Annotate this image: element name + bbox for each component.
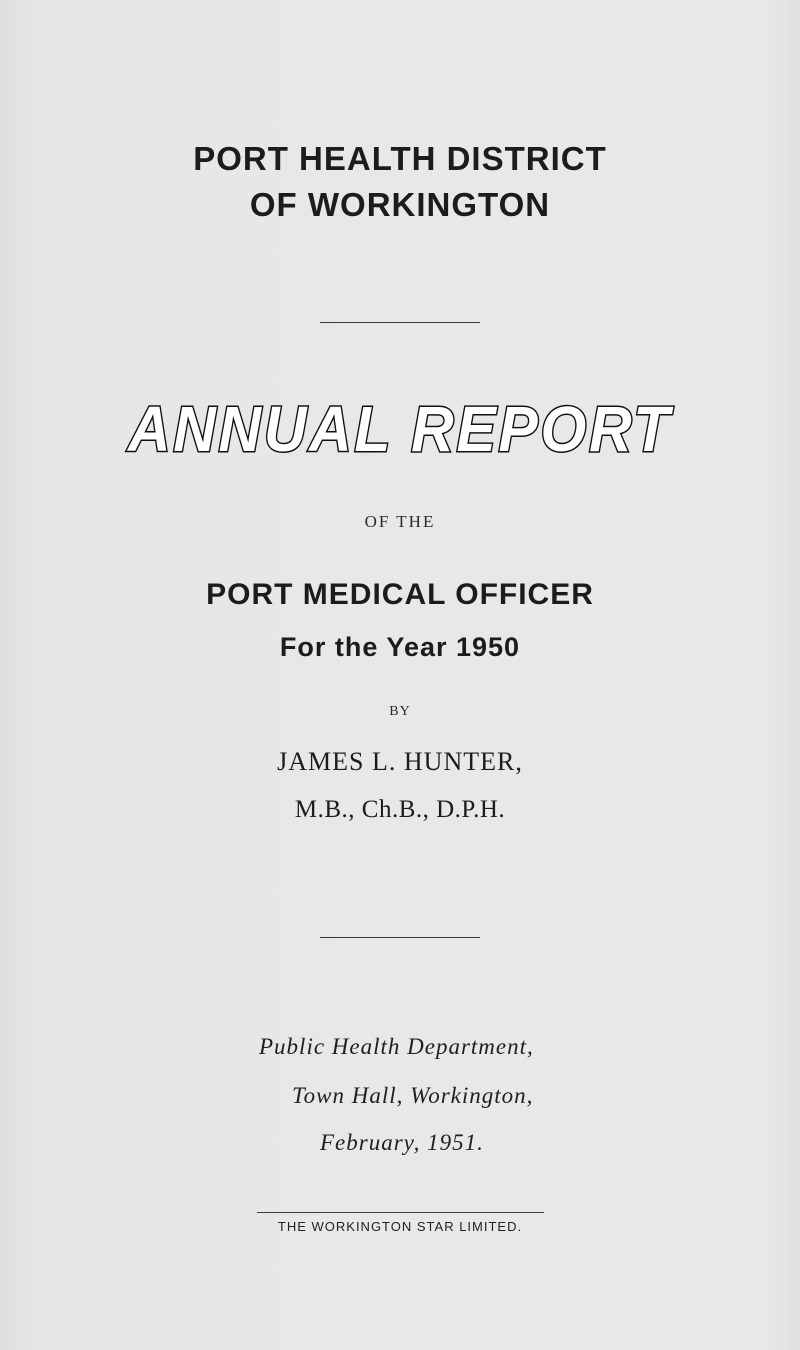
address-line1: Public Health Department, [259, 1034, 534, 1059]
report-year: For the Year 1950 [279, 632, 521, 662]
by-label: BY [389, 704, 411, 719]
author-qualifications: M.B., Ch.B., D.P.H. [294, 796, 506, 823]
district-heading-line2: OF WORKINGTON [249, 186, 551, 223]
author-name: JAMES L. HUNTER, [277, 747, 523, 776]
divider-top [320, 322, 480, 323]
port-medical-officer: PORT MEDICAL OFFICER [206, 578, 594, 611]
of-the-label: OF THE [364, 512, 436, 531]
address-line2: Town Hall, Workington, [292, 1083, 534, 1108]
district-heading-line1: PORT HEALTH DISTRICT [193, 140, 607, 177]
printer-imprint: THE WORKINGTON STAR LIMITED. [277, 1219, 523, 1234]
divider-bottom [257, 1212, 544, 1213]
divider-middle [320, 937, 480, 938]
address-line3: February, 1951. [320, 1130, 484, 1155]
annual-report-title: ANNUAL REPORT [127, 393, 673, 465]
